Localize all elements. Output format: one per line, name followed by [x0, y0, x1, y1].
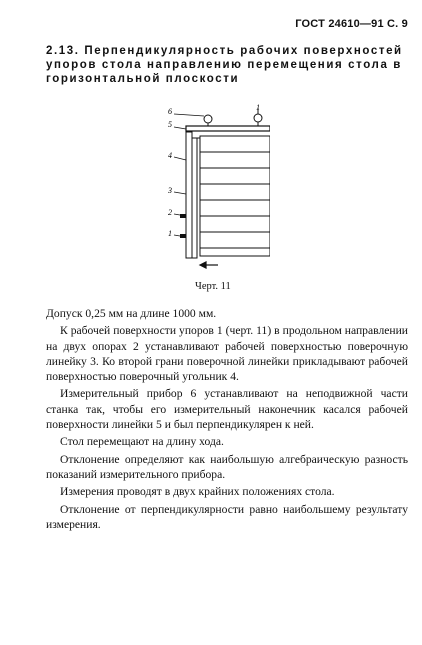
supports [180, 214, 186, 238]
direction-arrow-icon [200, 262, 218, 268]
paragraph-instrument: Измерительный прибор 6 устанавливают на неподвижной части станка так, чтобы его измерительный наконечник касался рабочей поверхности линейки 5 и был перпендикулярен к ней. [46, 387, 408, 432]
figure-drawing [160, 102, 270, 272]
body-text [46, 306, 408, 534]
page-header: ГОСТ 24610—91 С. 9 [295, 18, 408, 30]
stops [186, 132, 200, 258]
label-4: 4 [168, 151, 172, 160]
paragraph-setup: К рабочей поверхности упоров 1 (черт. 11) в продольном направлении на двух опорах 2 устанавливают рабочей поверхностью поверочную линейку 3. Ко второй грани поверочной линейки прикладывают рабочей поверхностью поверочный угольник 4. [46, 324, 408, 384]
paragraph-positions: Измерения проводят в двух крайних положениях стола. [60, 485, 335, 499]
paragraph-move: Стол перемещают на длину хода. [60, 435, 224, 449]
label-2: 2 [168, 208, 172, 217]
section-title: 2.13. Перпендикулярность рабочих поверхностей упоров стола направлению перемещения стола в горизонтальной плоскости [46, 45, 403, 85]
table-body [200, 136, 270, 256]
square-tool [186, 126, 270, 131]
paragraph-result: Отклонение от перпендикулярности равно наибольшему результату измерения. [46, 502, 408, 531]
label-3: 3 [168, 186, 172, 195]
paragraph-tolerance: Допуск 0,25 мм на длине 1000 мм. [46, 307, 217, 320]
label-1: 1 [168, 229, 172, 238]
indicator-left [204, 115, 212, 126]
figure-caption: Черт. 11 [195, 281, 231, 292]
label-5: 5 [168, 120, 172, 129]
paragraph-deviation: Отклонение определяют как наибольшую алгебраическую разность показаний измерительного прибора. [46, 452, 408, 481]
label-6: 6 [168, 107, 172, 116]
label-1-top: 1 [256, 103, 260, 112]
